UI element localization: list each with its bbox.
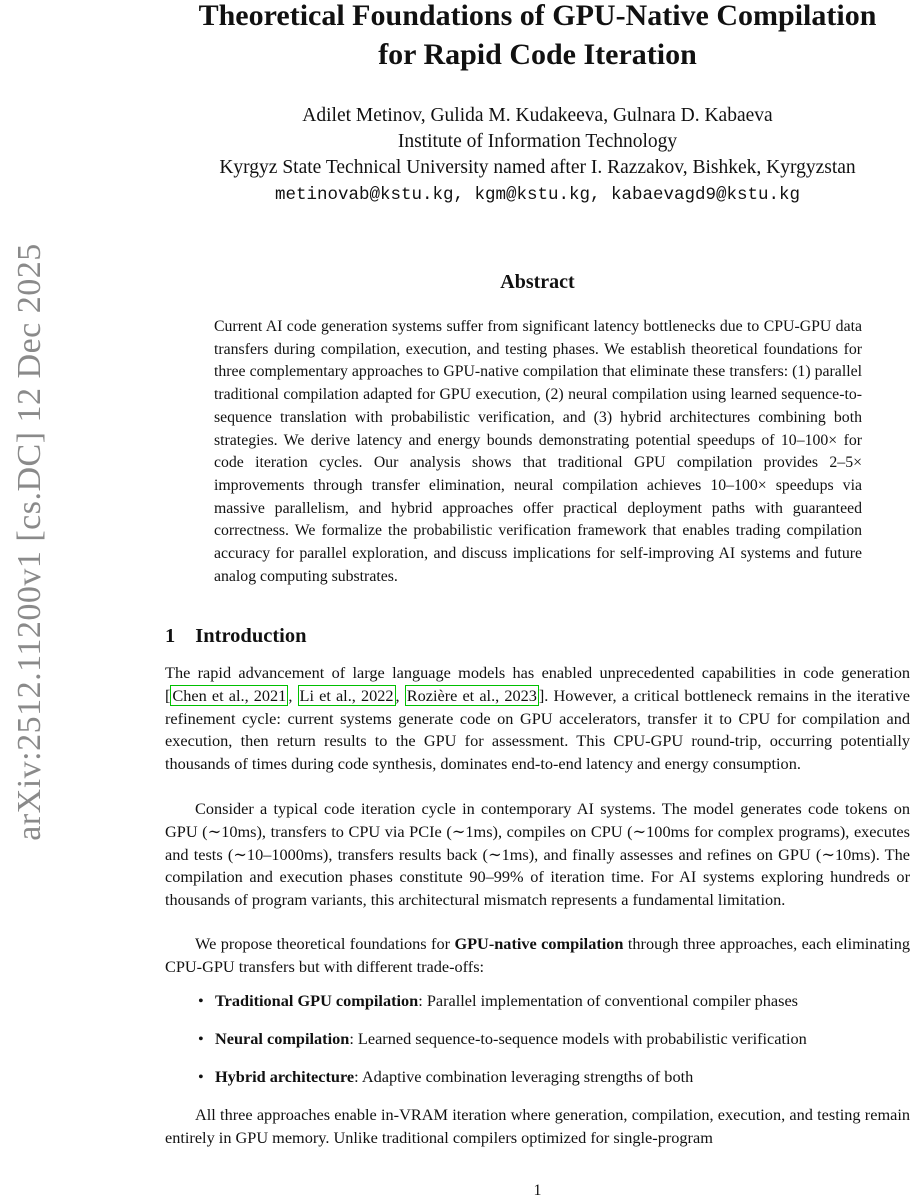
author-names: Adilet Metinov, Gulida M. Kudakeeva, Gulnara D. Kabaeva xyxy=(302,105,773,126)
intro-paragraph-4: All three approaches enable in-VRAM iteration where generation, compilation, execution, and testing remain entirely in GPU memory. Unlike traditional compilers optimized for single-program xyxy=(165,1105,910,1147)
list-item-text: : Adaptive combination leveraging strengths of both xyxy=(354,1067,694,1086)
list-item-text: : Parallel implementation of conventional compiler phases xyxy=(418,991,799,1010)
p3-bold-term: GPU-native compilation xyxy=(454,934,624,953)
citation-link-roziere[interactable]: Rozière et al., 2023 xyxy=(406,685,537,705)
list-item-label: Traditional GPU compilation xyxy=(215,991,419,1010)
author-institute: Institute of Information Technology xyxy=(397,131,678,152)
approach-list xyxy=(198,990,898,1104)
intro-paragraph-2: Consider a typical code iteration cycle in contemporary AI systems. The model generates code tokens on GPU (∼10ms), transfers to CPU via PCIe (∼1ms), compiles on CPU (∼100ms for complex programs), executes and tests (∼10–1000ms), transfers results back (∼1ms), and finally assesses and refines on GPU (∼10ms). The compilation and execution phases constitute 90–99% of iteration time. For AI systems exploring hundreds or thousands of program variants, this architectural mismatch represents a fundamental limitation. xyxy=(165,799,910,910)
author-block xyxy=(165,103,910,181)
paper-title xyxy=(165,0,910,74)
p3-text-a: We propose theoretical foundations for xyxy=(195,934,455,953)
section-title: Introduction xyxy=(195,625,307,647)
list-item-label: Hybrid architecture xyxy=(215,1067,355,1086)
author-emails: metinovab@kstu.kg, kgm@kstu.kg, kabaevagd9@kstu.kg xyxy=(274,185,801,205)
page-number: 1 xyxy=(533,1182,542,1199)
list-item xyxy=(198,990,898,1028)
p3-text-b: through three approaches, each eliminating CPU-GPU transfers but with different trade-offs: xyxy=(165,934,910,976)
title-line-1: Theoretical Foundations of GPU-Native Compilation xyxy=(198,0,877,32)
p1-text-b: ]. However, a critical bottleneck remains in the iterative refinement cycle: current systems generate code on GPU accelerators, transfer it to CPU for compilation and execution, then return results to the GPU for assessment. This CPU-GPU round-trip, occurring potentially thousands of times during code synthesis, dominates end-to-end latency and energy consumption. xyxy=(165,685,910,774)
bullet-marker: • xyxy=(198,1067,204,1086)
citation-separator: , xyxy=(395,685,405,705)
list-item xyxy=(198,1028,898,1066)
list-item-label: Neural compilation xyxy=(215,1029,350,1048)
citation-separator: , xyxy=(288,685,298,705)
intro-paragraph-1 xyxy=(165,662,910,776)
bullet-marker: • xyxy=(198,991,204,1010)
arxiv-identifier: arXiv:2512.11200v1 [cs.DC] 12 Dec 2025 xyxy=(11,243,48,841)
citation-link-chen[interactable]: Chen et al., 2021 xyxy=(172,685,287,705)
citation-link-li[interactable]: Li et al., 2022 xyxy=(299,685,394,705)
p1-text-a: The rapid advancement of large language models has enabled unprecedented capabilities in code generation [ xyxy=(165,663,910,705)
section-heading xyxy=(165,625,307,648)
arxiv-identifier-margin xyxy=(0,0,60,1200)
intro-paragraph-3 xyxy=(165,933,910,979)
bullet-marker: • xyxy=(198,1029,204,1048)
section-number: 1 xyxy=(165,625,176,647)
abstract-text: Current AI code generation systems suffer from significant latency bottlenecks due to CPU-GPU data transfers during compilation, execution, and testing phases. We establish theoretical foundations for three complementary approaches to GPU-native compilation that eliminate these transfers: (1) parallel traditional compilation adapted for GPU execution, (2) neural compilation using learned sequence-to-sequence translation with probabilistic verification, and (3) hybrid architectures combining both strategies. We derive latency and energy bounds demonstrating potential speedups of 10–100× for code iteration cycles. Our analysis shows that traditional GPU compilation provides 2–5× improvements through transfer elimination, neural compilation achieves 10–100× speedups via massive parallelism, and hybrid approaches offer practical deployment paths with guaranteed correctness. We formalize the probabilistic verification framework that enables trading compilation accuracy for parallel exploration, and discuss implications for self-improving AI systems and future analog computing substrates. xyxy=(214,318,862,585)
abstract-heading: Abstract xyxy=(500,271,575,293)
title-line-2: for Rapid Code Iteration xyxy=(378,38,697,71)
author-university: Kyrgyz State Technical University named after I. Razzakov, Bishkek, Kyrgyzstan xyxy=(219,157,856,178)
list-item xyxy=(198,1066,898,1104)
list-item-text: : Learned sequence-to-sequence models with probabilistic verification xyxy=(349,1029,807,1048)
